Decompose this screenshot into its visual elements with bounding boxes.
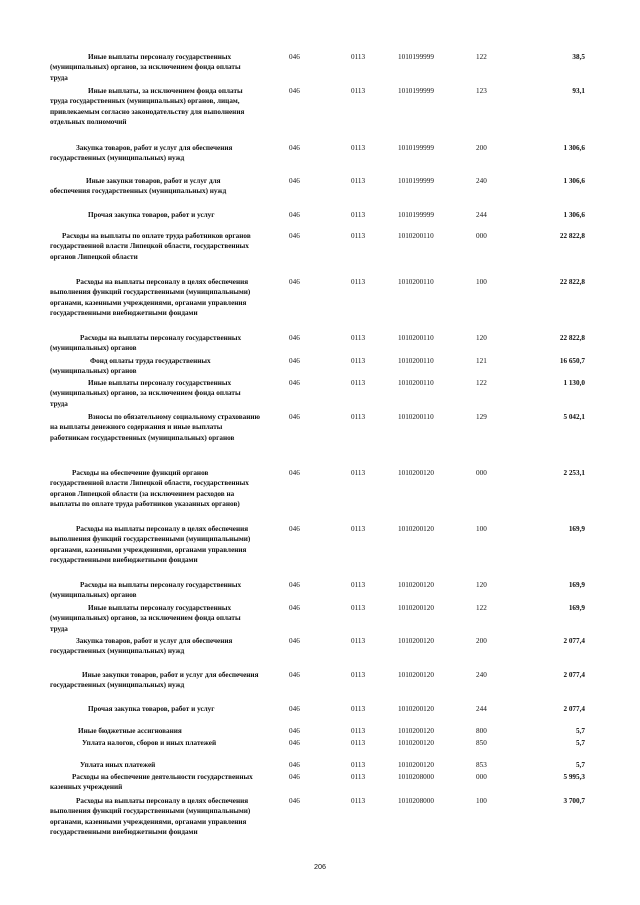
amount: 3 700,7 (563, 797, 585, 805)
ved-code: 046 (289, 379, 300, 387)
target-article-code: 1010200120 (398, 761, 434, 769)
row-name: Иные выплаты, за исключением фонда оплаты труда государственных (муниципальных) органов, лицам, привлекаемым согласно законодательству для выполнения отдельных полномочий (50, 87, 245, 127)
section-code: 0113 (351, 739, 366, 747)
amount: 16 650,7 (559, 357, 585, 365)
amount: 2 077,4 (563, 705, 585, 713)
amount: 1 306,6 (563, 211, 585, 219)
target-article-code: 1010200120 (398, 525, 434, 533)
section-code: 0113 (351, 232, 366, 240)
section-code: 0113 (351, 357, 366, 365)
expense-type-code: 121 (476, 357, 487, 365)
ved-code: 046 (289, 53, 300, 61)
target-article-code: 1010200110 (398, 357, 434, 365)
row-name: Закупка товаров, работ и услуг для обеспечения государственных (муниципальных) нужд (50, 144, 233, 163)
ved-code: 046 (289, 581, 300, 589)
ved-code: 046 (289, 211, 300, 219)
ved-code: 046 (289, 797, 300, 805)
row-name: Расходы на выплаты персоналу в целях обеспечения выполнения функций государственными (муниципальными) органами, казенными учреждениями, органами управления государственными внебюджетными фондами (50, 278, 251, 318)
ved-code: 046 (289, 761, 300, 769)
expense-type-code: 244 (476, 211, 487, 219)
amount: 169,9 (568, 604, 585, 612)
amount: 2 077,4 (563, 637, 585, 645)
expense-type-code: 129 (476, 413, 487, 421)
section-code: 0113 (351, 637, 366, 645)
section-code: 0113 (351, 773, 366, 781)
row-name: Расходы на выплаты персоналу государственных (муниципальных) органов (50, 334, 242, 353)
target-article-code: 1010200120 (398, 637, 434, 645)
amount: 169,9 (568, 525, 585, 533)
target-article-code: 1010200110 (398, 278, 434, 286)
expense-type-code: 122 (476, 379, 487, 387)
section-code: 0113 (351, 469, 366, 477)
section-code: 0113 (351, 727, 366, 735)
row-name: Расходы на выплаты персоналу государственных (муниципальных) органов (50, 581, 242, 600)
amount: 2 253,1 (563, 469, 585, 477)
section-code: 0113 (351, 379, 366, 387)
section-code: 0113 (351, 705, 366, 713)
amount: 1 130,0 (563, 379, 585, 387)
section-code: 0113 (351, 413, 366, 421)
expense-type-code: 123 (476, 87, 487, 95)
row-name: Иные выплаты персоналу государственных (муниципальных) органов, за исключением фонда оплаты труда (50, 53, 241, 82)
row-name: Расходы на выплаты по оплате труда работников органов государственной власти Липецкой области, государственных органов Липецкой области (50, 232, 251, 261)
target-article-code: 1010199999 (398, 87, 434, 95)
section-code: 0113 (351, 581, 366, 589)
target-article-code: 1010199999 (398, 144, 434, 152)
target-article-code: 1010200110 (398, 232, 434, 240)
target-article-code: 1010200110 (398, 413, 434, 421)
amount: 5 042,1 (563, 413, 585, 421)
row-name: Иные выплаты персоналу государственных (муниципальных) органов, за исключением фонда оплаты труда (50, 604, 241, 633)
target-article-code: 1010200120 (398, 604, 434, 612)
expense-type-code: 240 (476, 671, 487, 679)
expense-type-code: 240 (476, 177, 487, 185)
expense-type-code: 122 (476, 53, 487, 61)
ved-code: 046 (289, 87, 300, 95)
ved-code: 046 (289, 278, 300, 286)
amount: 22 822,8 (559, 278, 585, 286)
expense-type-code: 122 (476, 604, 487, 612)
section-code: 0113 (351, 211, 366, 219)
amount: 1 306,6 (563, 177, 585, 185)
section-code: 0113 (351, 334, 366, 342)
section-code: 0113 (351, 177, 366, 185)
row-name: Расходы на обеспечение деятельности государственных казенных учреждений (50, 773, 253, 792)
amount: 169,9 (568, 581, 585, 589)
target-article-code: 1010200120 (398, 671, 434, 679)
expense-type-code: 853 (476, 761, 487, 769)
row-name: Иные бюджетные ассигнования (78, 727, 182, 735)
target-article-code: 1010200120 (398, 469, 434, 477)
page-number: 206 (314, 862, 326, 871)
amount: 93,1 (572, 87, 585, 95)
ved-code: 046 (289, 413, 300, 421)
amount: 5 995,3 (563, 773, 585, 781)
ved-code: 046 (289, 334, 300, 342)
amount: 22 822,8 (559, 334, 585, 342)
expense-type-code: 200 (476, 637, 487, 645)
ved-code: 046 (289, 357, 300, 365)
section-code: 0113 (351, 604, 366, 612)
row-name: Иные закупки товаров, работ и услуг для обеспечения государственных (муниципальных) нужд (50, 177, 227, 196)
section-code: 0113 (351, 53, 366, 61)
ved-code: 046 (289, 727, 300, 735)
expense-type-code: 100 (476, 278, 487, 286)
amount: 22 822,8 (559, 232, 585, 240)
row-name: Иные закупки товаров, работ и услуг для обеспечения государственных (муниципальных) нужд (50, 671, 259, 690)
expense-type-code: 100 (476, 525, 487, 533)
ved-code: 046 (289, 525, 300, 533)
row-name: Уплата иных платежей (80, 761, 156, 769)
amount: 5,7 (576, 739, 585, 747)
row-name: Иные выплаты персоналу государственных (муниципальных) органов, за исключением фонда оплаты труда (50, 379, 241, 408)
target-article-code: 1010200110 (398, 379, 434, 387)
ved-code: 046 (289, 177, 300, 185)
ved-code: 046 (289, 232, 300, 240)
section-code: 0113 (351, 278, 366, 286)
section-code: 0113 (351, 671, 366, 679)
row-name: Прочая закупка товаров, работ и услуг (88, 705, 215, 713)
ved-code: 046 (289, 469, 300, 477)
target-article-code: 1010200120 (398, 705, 434, 713)
expense-type-code: 000 (476, 773, 487, 781)
section-code: 0113 (351, 525, 366, 533)
row-name: Расходы на выплаты персоналу в целях обеспечения выполнения функций государственными (муниципальными) органами, казенными учреждениями, органами управления государственными внебюджетными фондами (50, 525, 251, 565)
amount: 2 077,4 (563, 671, 585, 679)
row-name: Расходы на выплаты персоналу в целях обеспечения выполнения функций государственными (муниципальными) органами, казенными учреждениями, органами управления государственными внебюджетными фондами (50, 797, 251, 837)
ved-code: 046 (289, 604, 300, 612)
amount: 38,5 (572, 53, 585, 61)
target-article-code: 1010200120 (398, 581, 434, 589)
section-code: 0113 (351, 761, 366, 769)
target-article-code: 1010200110 (398, 334, 434, 342)
section-code: 0113 (351, 87, 366, 95)
expense-type-code: 120 (476, 334, 487, 342)
expense-type-code: 800 (476, 727, 487, 735)
expense-type-code: 244 (476, 705, 487, 713)
row-name: Уплата налогов, сборов и иных платежей (82, 739, 217, 747)
target-article-code: 1010200120 (398, 727, 434, 735)
row-name: Расходы на обеспечение функций органов государственной власти Липецкой области, государственных органов Липецкой области (за исключением расходов на выплаты по оплате труда работников указанных органов) (50, 469, 249, 509)
row-name: Фонд оплаты труда государственных (муниципальных) органов (50, 357, 211, 376)
expense-type-code: 000 (476, 469, 487, 477)
ved-code: 046 (289, 144, 300, 152)
target-article-code: 1010199999 (398, 211, 434, 219)
row-name: Прочая закупка товаров, работ и услуг (88, 211, 215, 219)
expense-type-code: 120 (476, 581, 487, 589)
amount: 1 306,6 (563, 144, 585, 152)
target-article-code: 1010208000 (398, 773, 434, 781)
ved-code: 046 (289, 705, 300, 713)
row-name: Взносы по обязательному социальному страхованию на выплаты денежного содержания и иные выплаты работникам государственных (муниципальных) органов (50, 413, 261, 442)
expense-type-code: 200 (476, 144, 487, 152)
expense-type-code: 100 (476, 797, 487, 805)
ved-code: 046 (289, 637, 300, 645)
section-code: 0113 (351, 797, 366, 805)
section-code: 0113 (351, 144, 366, 152)
ved-code: 046 (289, 739, 300, 747)
target-article-code: 1010199999 (398, 177, 434, 185)
amount: 5,7 (576, 727, 585, 735)
row-name: Закупка товаров, работ и услуг для обеспечения государственных (муниципальных) нужд (50, 637, 233, 656)
ved-code: 046 (289, 773, 300, 781)
target-article-code: 1010208000 (398, 797, 434, 805)
amount: 5,7 (576, 761, 585, 769)
target-article-code: 1010200120 (398, 739, 434, 747)
expense-type-code: 850 (476, 739, 487, 747)
ved-code: 046 (289, 671, 300, 679)
expense-type-code: 000 (476, 232, 487, 240)
target-article-code: 1010199999 (398, 53, 434, 61)
